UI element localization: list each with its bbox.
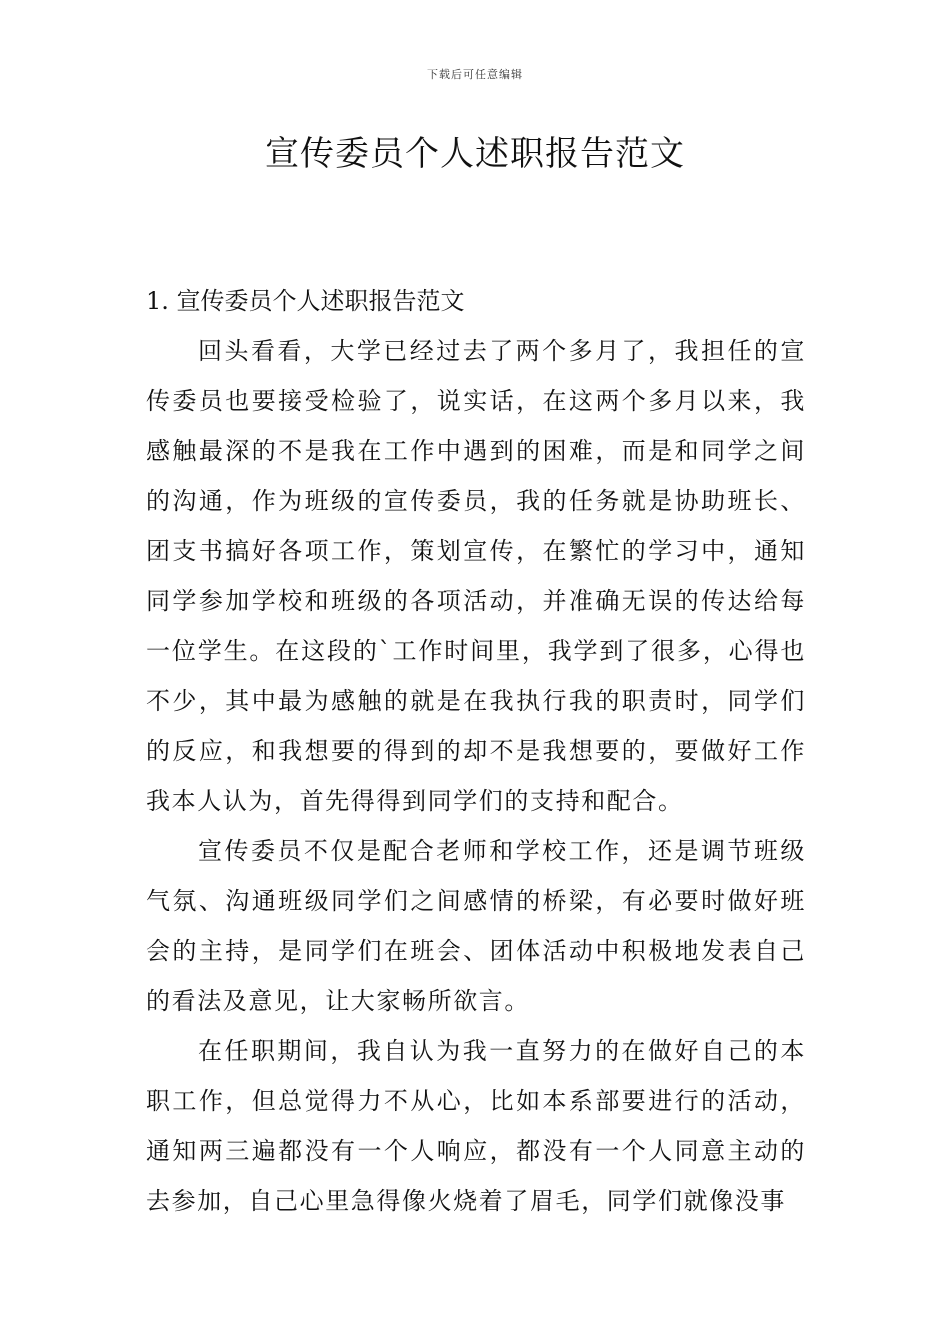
paragraph-1: 回头看看，大学已经过去了两个多月了，我担任的宣传委员也要接受检验了，说实话，在这两个多月以来，我感触最深的不是我在工作中遇到的困难，而是和同学之间的沟通，作为班级的宣传委员，我的任务就是协助班长、团支书搞好各项工作，策划宣传，在繁忙的学习中，通知同学参加学校和班级的各项活动，并准确无误的传达给每一位学生。在这段的`工作时间里，我学到了很多，心得也不少，其中最为感触的就是在我执行我的职责时，同学们的反应，和我想要的得到的却不是我想要的，要做好工作我本人认为，首先得得到同学们的支持和配合。	[146, 337, 806, 815]
section-heading: 1. 宣传委员个人述职报告范文	[146, 287, 465, 315]
document-title: 宣传委员个人述职报告范文	[265, 134, 685, 174]
header-note: 下载后可任意编辑	[427, 68, 523, 81]
paragraph-3: 在任职期间，我自认为我一直努力的在做好自己的本职工作，但总觉得力不从心，比如本系部要进行的活动，通知两三遍都没有一个人响应，都没有一个人同意主动的去参加，自己心里急得像火烧着了眉毛，同学们就像没事	[146, 1037, 806, 1215]
paragraph-2: 宣传委员不仅是配合老师和学校工作，还是调节班级气氛、沟通班级同学们之间感情的桥梁，有必要时做好班会的主持，是同学们在班会、团体活动中积极地发表自己的看法及意见，让大家畅所欲言。	[146, 837, 806, 1015]
document-body	[146, 276, 806, 1226]
